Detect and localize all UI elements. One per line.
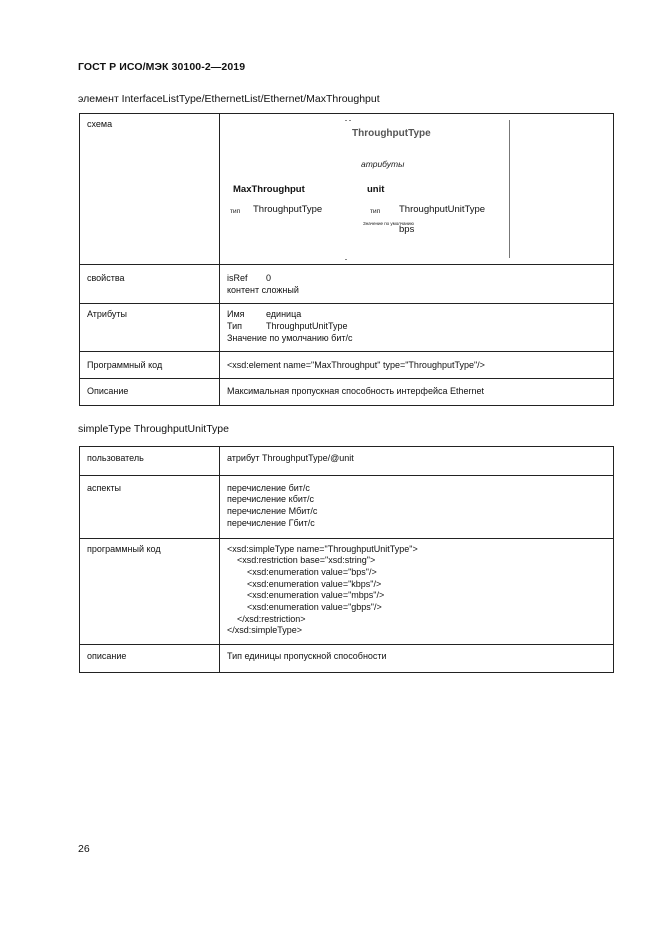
attributes-row [80, 304, 614, 351]
diagram-type-title: ThroughputType [352, 128, 431, 139]
document-header: ГОСТ Р ИСО/МЭК 30100-2—2019 [78, 61, 246, 73]
page-number: 26 [78, 843, 90, 855]
property-line [227, 273, 606, 285]
diagram-mark [345, 120, 347, 121]
diagram-attribute-default-key: Значение по умолчанию [363, 221, 414, 226]
user-label: пользователь [80, 447, 220, 476]
simpletype-section-title: simpleType ThroughputUnitType [78, 423, 229, 435]
simpletype-code-label: программный код [80, 538, 220, 645]
attribute-name-value: единица [266, 309, 302, 320]
diagram-element-type-key: тип [230, 208, 241, 215]
code-line: </xsd:simpleType> [227, 625, 303, 636]
property-key: isRef [227, 273, 248, 283]
simpletype-code-row [80, 538, 614, 645]
attribute-type-key: Тип [227, 321, 243, 332]
element-spec-table [79, 113, 614, 406]
facet-line: перечисление Мбит/с [227, 506, 318, 517]
facet-line: перечисление Гбит/с [227, 517, 315, 528]
diagram-attribute-default-value: bps [399, 224, 415, 235]
diagram-mark [349, 120, 351, 121]
attribute-name-line [227, 309, 606, 321]
attribute-type-value: ThroughputUnitType [266, 321, 348, 332]
code-line: </xsd:restriction> [227, 613, 306, 624]
schema-row [80, 114, 614, 265]
diagram-element-type-value: ThroughputType [253, 204, 323, 215]
facets-row [80, 475, 614, 538]
properties-label: свойства [80, 265, 220, 304]
diagram-element-name: MaxThroughput [233, 184, 305, 195]
attribute-type-line [227, 321, 606, 333]
description-row [80, 379, 614, 406]
code-line: <xsd:simpleType name="ThroughputUnitType"> [227, 543, 418, 554]
element-section-title: элемент InterfaceListType/EthernetList/Ethernet/MaxThroughput [78, 93, 380, 105]
schema-diagram [227, 116, 606, 262]
facet-line: перечисление бит/с [227, 482, 310, 493]
code-label: Программный код [80, 351, 220, 379]
facet-line: перечисление кбит/с [227, 494, 315, 505]
attribute-name-key: Имя [227, 309, 245, 320]
code-line: <xsd:enumeration value="bps"/> [227, 566, 377, 577]
diagram-mark [345, 259, 347, 260]
diagram-attribute-type-key: тип [370, 208, 381, 215]
code-line: <xsd:enumeration value="kbps"/> [227, 578, 382, 589]
code-line: <xsd:restriction base="xsd:string"> [227, 555, 376, 566]
attributes-label: Атрибуты [80, 304, 220, 351]
facets-label: аспекты [80, 475, 220, 538]
code-line: <xsd:enumeration value="gbps"/> [227, 602, 382, 613]
simpletype-spec-table [79, 446, 614, 673]
property-line: контент сложный [227, 284, 299, 295]
property-value: 0 [266, 273, 272, 283]
code-line: <xsd:enumeration value="mbps"/> [227, 590, 385, 601]
diagram-attributes-label: атрибуты [361, 159, 405, 169]
user-row [80, 447, 614, 476]
user-value: атрибут ThroughputType/@unit [220, 447, 614, 476]
attribute-default-line: Значение по умолчанию бит/с [227, 332, 353, 343]
schema-label: схема [80, 114, 220, 265]
simpletype-description-label: описание [80, 645, 220, 673]
properties-row [80, 265, 614, 304]
code-row [80, 351, 614, 379]
description-label: Описание [80, 379, 220, 406]
description-value: Максимальная пропускная способность интерфейса Ethernet [220, 379, 614, 406]
code-value: <xsd:element name="MaxThroughput" type="ThroughputType"/> [220, 351, 614, 379]
diagram-attribute-name: unit [367, 184, 385, 195]
simpletype-description-row [80, 645, 614, 673]
diagram-bracket [507, 120, 510, 258]
simpletype-description-value: Тип единицы пропускной способности [220, 645, 614, 673]
diagram-attribute-type-value: ThroughputUnitType [399, 204, 486, 215]
